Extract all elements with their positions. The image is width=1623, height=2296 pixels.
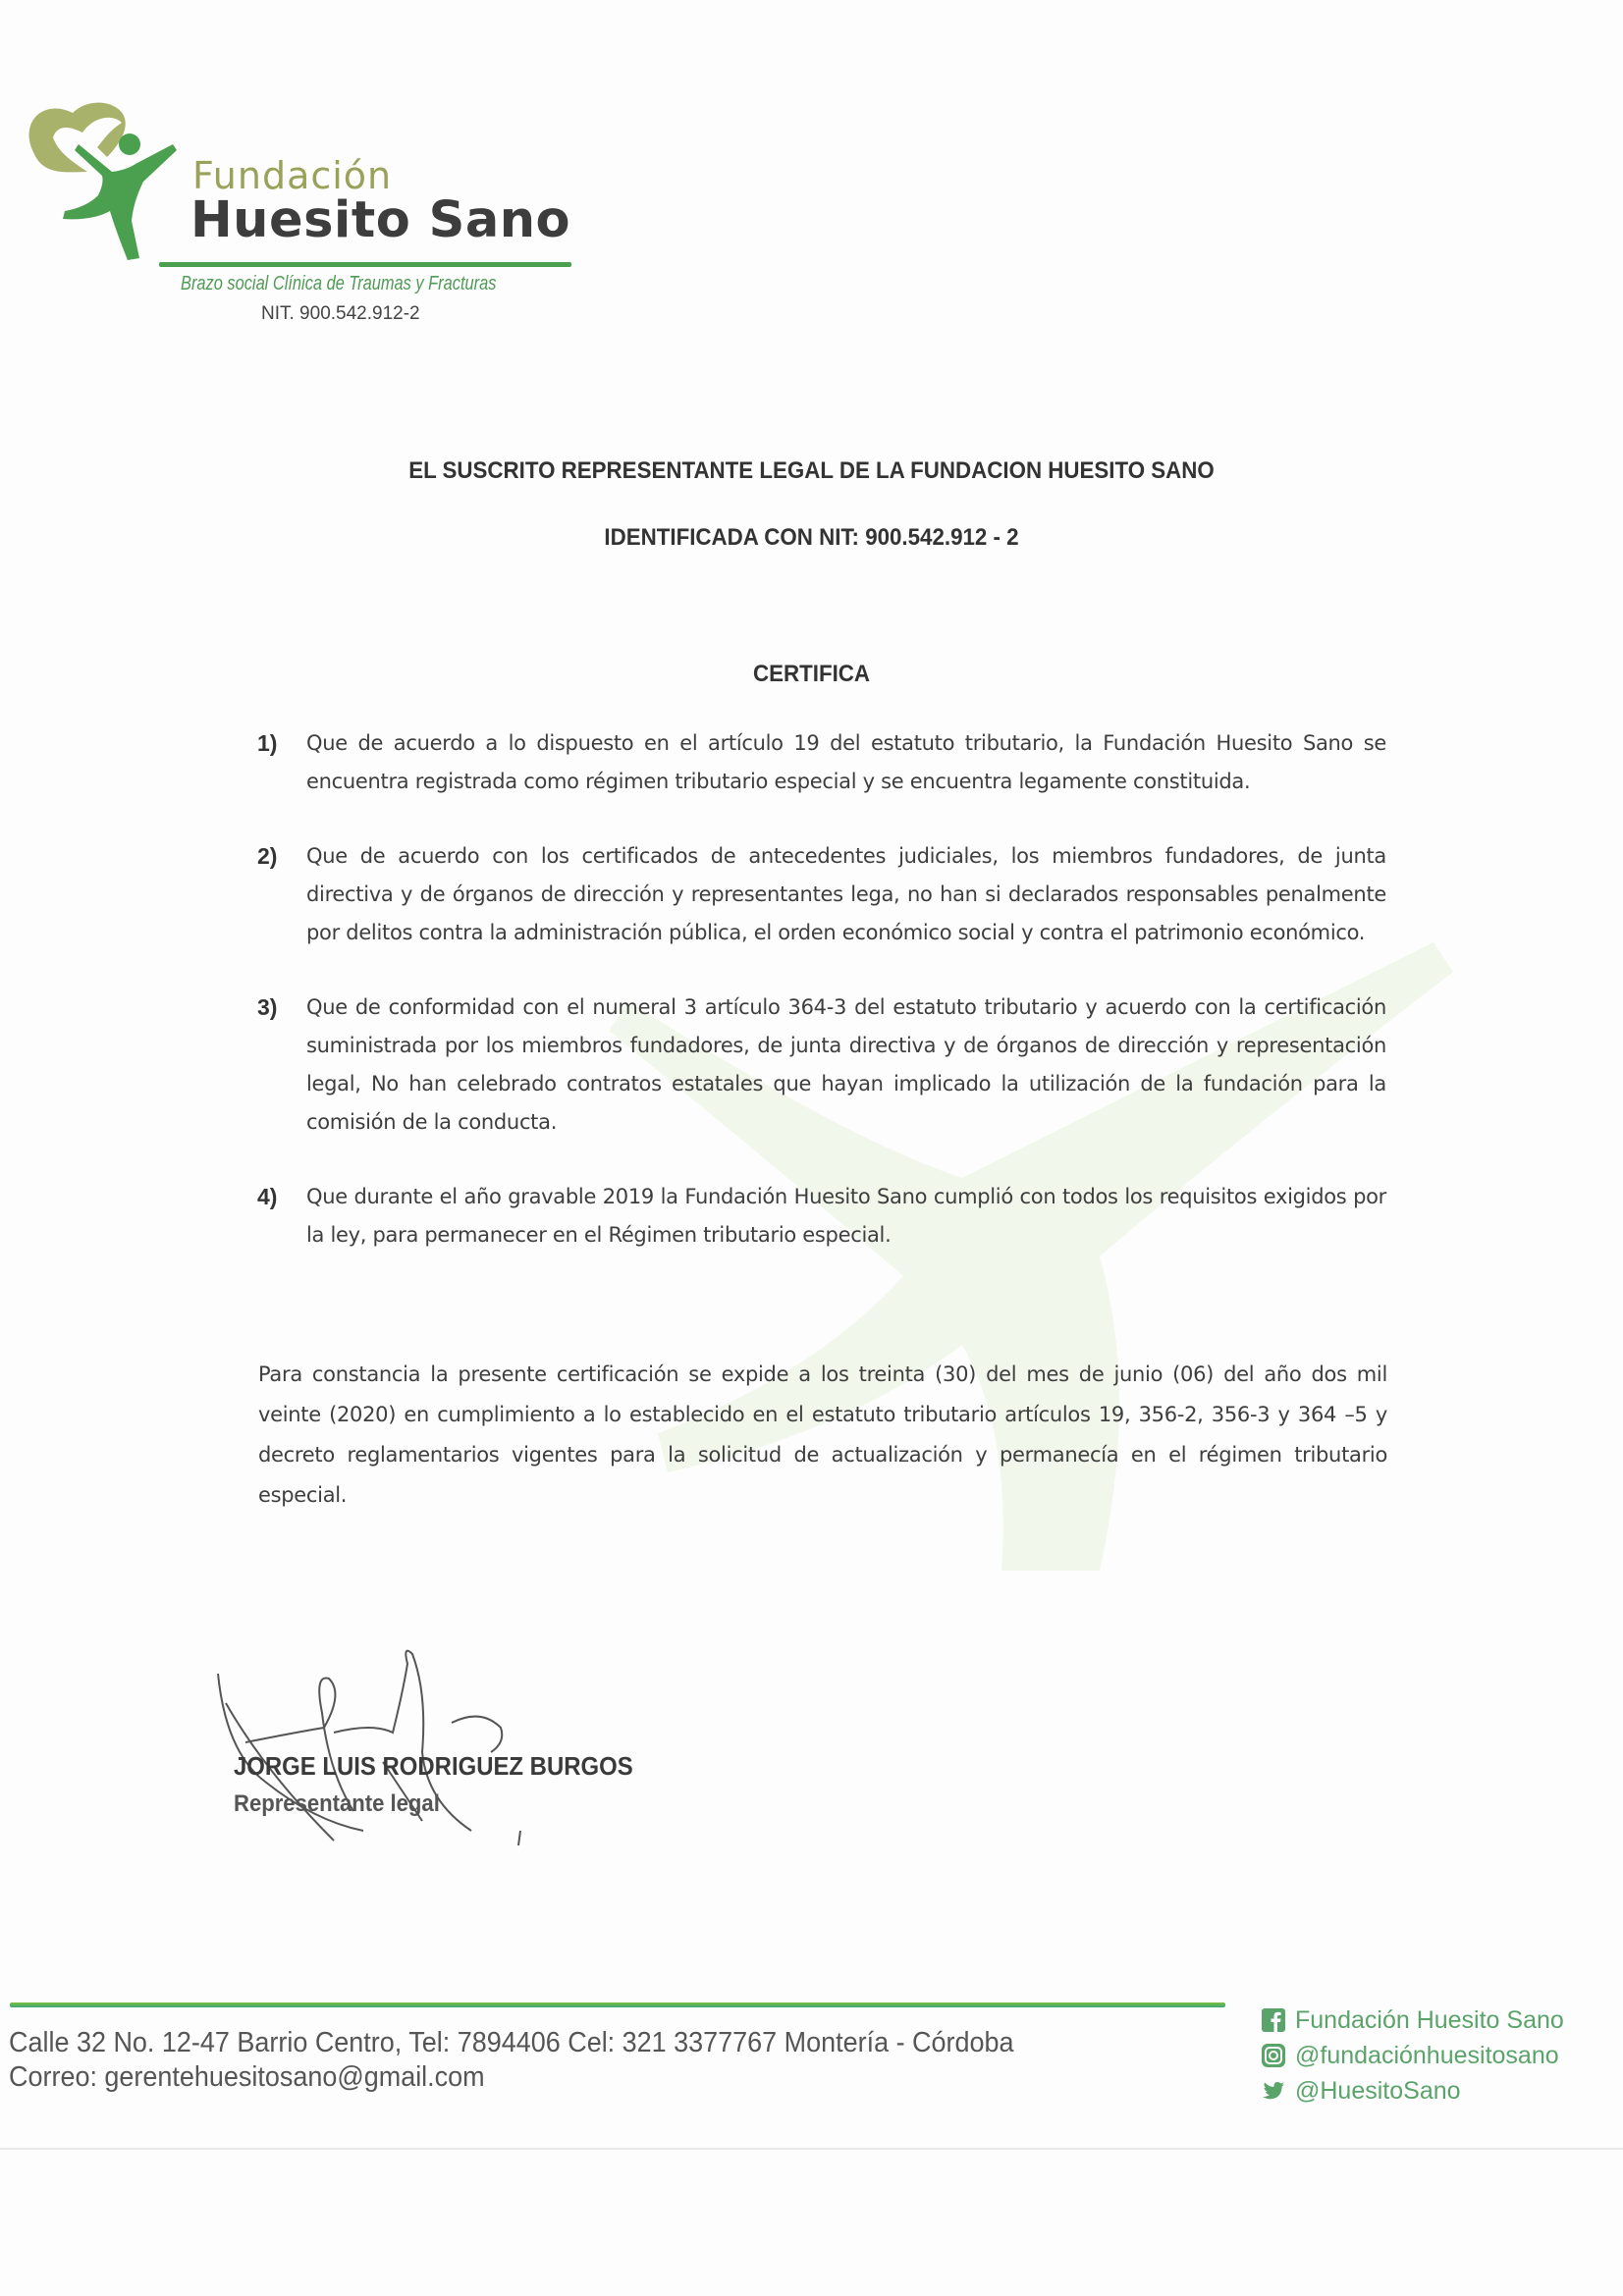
item-text: Que durante el año gravable 2019 la Fundación Huesito Sano cumplió con todos los requisitos exigidos por la ley, para permanecer en el Régimen tributario especial. xyxy=(306,1185,1386,1247)
item-number: 2) xyxy=(257,843,278,869)
certification-item xyxy=(257,988,1386,1142)
social-facebook-label: Fundación Huesito Sano xyxy=(1295,2005,1564,2034)
letterhead-nit: NIT. 900.542.912-2 xyxy=(261,303,420,324)
certification-items xyxy=(257,724,1386,1255)
letterhead-logo xyxy=(14,93,583,339)
certification-item xyxy=(257,724,1386,801)
footer-address: Calle 32 No. 12-47 Barrio Centro, Tel: 7894406 Cel: 321 3377767 Montería - Córdoba xyxy=(9,2027,1014,2058)
heart-figure-logo-icon xyxy=(14,93,190,270)
signer-name: JORGE LUIS RODRIGUEZ BURGOS xyxy=(234,1751,633,1781)
social-twitter-label: @HuesitoSano xyxy=(1295,2076,1461,2105)
logo-word-fundacion: Fundación xyxy=(192,154,393,197)
footer-divider xyxy=(10,2002,1225,2007)
document-heading-line2: IDENTIFICADA CON NIT: 900.542.912 - 2 xyxy=(604,524,1019,551)
item-text: Que de acuerdo a lo dispuesto en el artículo 19 del estatuto tributario, la Fundación Huesito Sano se encuentra registrada como régimen tributario especial y se encuentra legamente constituida. xyxy=(306,731,1386,793)
social-links xyxy=(1262,2002,1564,2109)
logo-tagline: Brazo social Clínica de Traumas y Fracturas xyxy=(181,273,497,294)
document-heading-certifica: CERTIFICA xyxy=(752,661,871,687)
logo-divider xyxy=(159,262,571,267)
handwritten-signature xyxy=(206,1634,599,1860)
item-number: 3) xyxy=(257,994,278,1020)
footer-email: Correo: gerentehuesitosano@gmail.com xyxy=(9,2061,485,2093)
social-instagram-label: @fundaciónhuesitosano xyxy=(1295,2041,1559,2069)
certification-item xyxy=(257,837,1386,952)
item-number: 1) xyxy=(257,730,278,756)
instagram-icon xyxy=(1262,2044,1285,2067)
social-facebook xyxy=(1262,2002,1564,2038)
item-text: Que de acuerdo con los certificados de antecedentes judiciales, los miembros fundadores, de junta directiva y de órganos de dirección y representantes lega, no han si declarados responsables penalmente por delitos contra la administración pública, el orden económico social y contra el patrimonio económico. xyxy=(306,844,1386,944)
certification-item xyxy=(257,1178,1386,1255)
item-text: Que de conformidad con el numeral 3 artículo 364-3 del estatuto tributario y acuerdo con la certificación suministrada por los miembros fundadores, de junta directiva y de órganos de dirección y representación legal, No han celebrado contratos estatales que hayan implicado la utilización de la fundación para la comisión de la conducta. xyxy=(306,995,1386,1134)
signer-role: Representante legal xyxy=(234,1790,440,1817)
social-twitter xyxy=(1262,2073,1564,2109)
facebook-icon xyxy=(1262,2008,1285,2032)
document-heading-line1: EL SUSCRITO REPRESENTANTE LEGAL DE LA FUNDACION HUESITO SANO xyxy=(408,457,1215,484)
closing-paragraph: Para constancia la presente certificación se expide a los treinta (30) del mes de junio (06) del año dos mil veinte (2020) en cumplimiento a lo establecido en el estatuto tributario artículos 19, 356-2, 356-3 y 364 –5 y decreto reglamentarios vigentes para la solicitud de actualización y permanecía en el régimen tributario especial. xyxy=(258,1362,1387,1507)
scan-edge-line xyxy=(0,2148,1623,2150)
item-number: 4) xyxy=(257,1184,278,1209)
social-instagram xyxy=(1262,2038,1564,2073)
twitter-icon xyxy=(1262,2079,1285,2103)
logo-word-huesito-sano: Huesito Sano xyxy=(190,191,571,249)
